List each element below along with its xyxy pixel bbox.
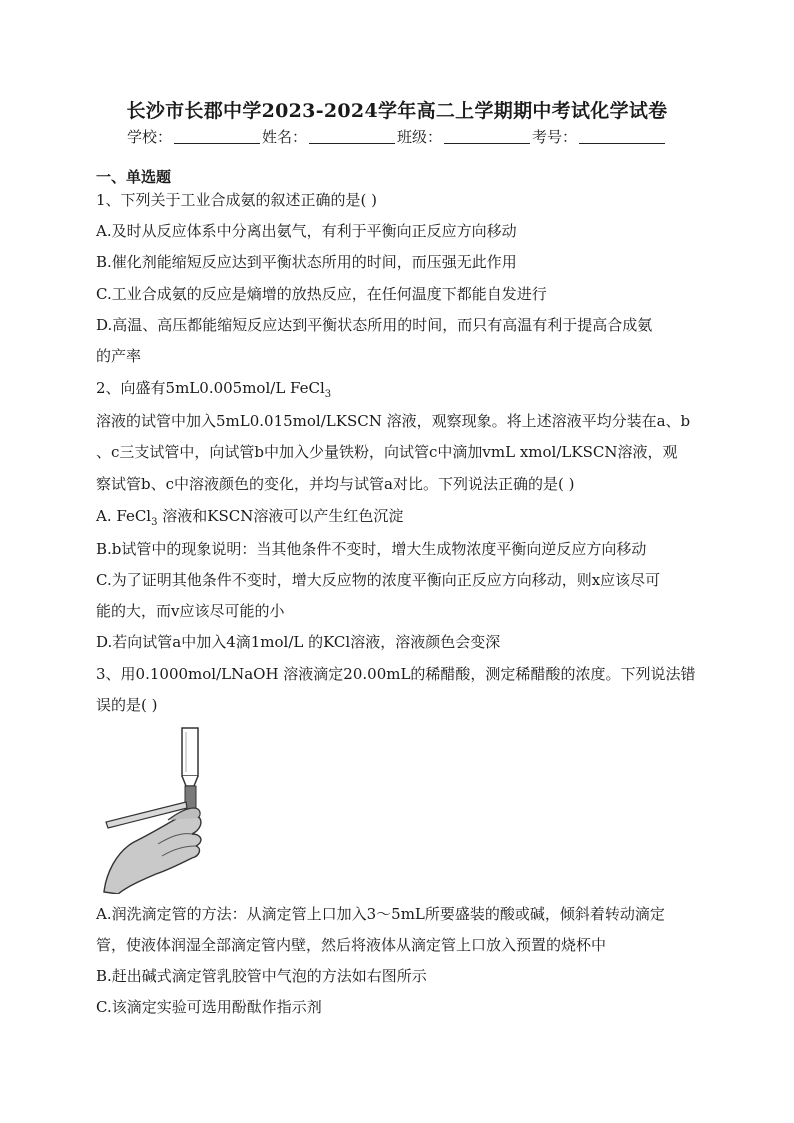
question-2-option-c-cont: 能的大，而v应该尽可能的小	[96, 602, 285, 620]
question-3-option-b: B.赶出碱式滴定管乳胶管中气泡的方法如右图所示	[96, 967, 427, 985]
question-3-stem-line-2: 误的是( )	[96, 696, 158, 714]
question-2-stem-line-1	[96, 377, 331, 400]
question-2-option-a-subscript: 3	[151, 517, 158, 528]
question-1-option-b: B.催化剂能缩短反应达到平衡状态所用的时间，而压强无此作用	[96, 253, 517, 271]
question-2-option-b: B.b试管中的现象说明：当其他条件不变时，增大生成物浓度平衡向逆反应方向移动	[96, 540, 647, 558]
question-2-stem-prefix: 2、向盛有5mL0.005mol/L FeCl	[96, 379, 325, 397]
question-2-option-d: D.若向试管a中加入4滴1mol/L 的KCl溶液，溶液颜色会变深	[96, 633, 501, 651]
burette-taper	[182, 776, 198, 786]
question-1-stem: 1、下列关于工业合成氨的叙述正确的是( )	[96, 191, 378, 209]
question-2-option-a-prefix: A. FeCl	[96, 507, 152, 525]
page-title: 长沙市长郡中学2023-2024学年高二上学期期中考试化学试卷	[126, 100, 668, 122]
name-blank[interactable]	[309, 129, 395, 144]
question-2-stem-line-4: 察试管b、c中溶液颜色的变化，并均与试管a对比。下列说法正确的是( )	[96, 475, 575, 493]
question-1-option-a: A.及时从反应体系中分离出氨气，有利于平衡向正反应方向移动	[96, 222, 517, 240]
question-2-stem-line-3: 、c三支试管中，向试管b中加入少量铁粉，向试管c中滴加vmL xmol/LKSCN溶液，观	[96, 443, 678, 461]
question-2-stem-subscript: 3	[324, 389, 332, 400]
name-label: 姓名：	[261, 128, 307, 146]
question-3-option-a-cont: 管，使液体润湿全部滴定管内壁，然后将液体从滴定管上口放入预置的烧杯中	[96, 936, 607, 954]
question-2-option-a-suffix: 溶液和KSCN溶液可以产生红色沉淀	[157, 507, 404, 525]
burette-bubble-removal-figure	[94, 724, 216, 894]
question-1-option-d: D.高温、高压都能缩短反应达到平衡状态所用的时间，而只有高温有利于提高合成氨	[96, 316, 653, 334]
school-label: 学校：	[126, 128, 172, 146]
question-2-option-a	[96, 505, 403, 528]
question-2-option-c: C.为了证明其他条件不变时，增大反应物的浓度平衡向正反应方向移动，则x应该尽可	[96, 571, 661, 589]
question-2-stem-line-2: 溶液的试管中加入5mL0.015mol/LKSCN 溶液，观察现象。将上述溶液平均分装在a、b	[96, 412, 691, 430]
question-1-option-c: C.工业合成氨的反应是熵增的放热反应，在任何温度下都能自发进行	[96, 285, 547, 303]
question-3-option-c: C.该滴定实验可选用酚酞作指示剂	[96, 998, 322, 1016]
class-blank[interactable]	[444, 129, 530, 144]
question-3-option-a: A.润洗滴定管的方法：从滴定管上口加入3～5mL所要盛装的酸或碱，倾斜着转动滴定	[96, 905, 665, 923]
exam-number-blank[interactable]	[579, 129, 665, 144]
burette-tube	[182, 728, 198, 776]
question-1-option-d-cont: 的产率	[96, 347, 142, 365]
section-heading: 一、单选题	[96, 168, 172, 186]
class-label: 班级：	[397, 128, 443, 146]
student-info-row	[0, 126, 794, 147]
school-blank[interactable]	[174, 129, 260, 144]
exam-number-label: 考号：	[532, 128, 578, 146]
question-3-stem-line-1: 3、用0.1000mol/LNaOH 溶液滴定20.00mL的稀醋酸，测定稀醋酸的浓度。下列说法错	[96, 665, 696, 683]
